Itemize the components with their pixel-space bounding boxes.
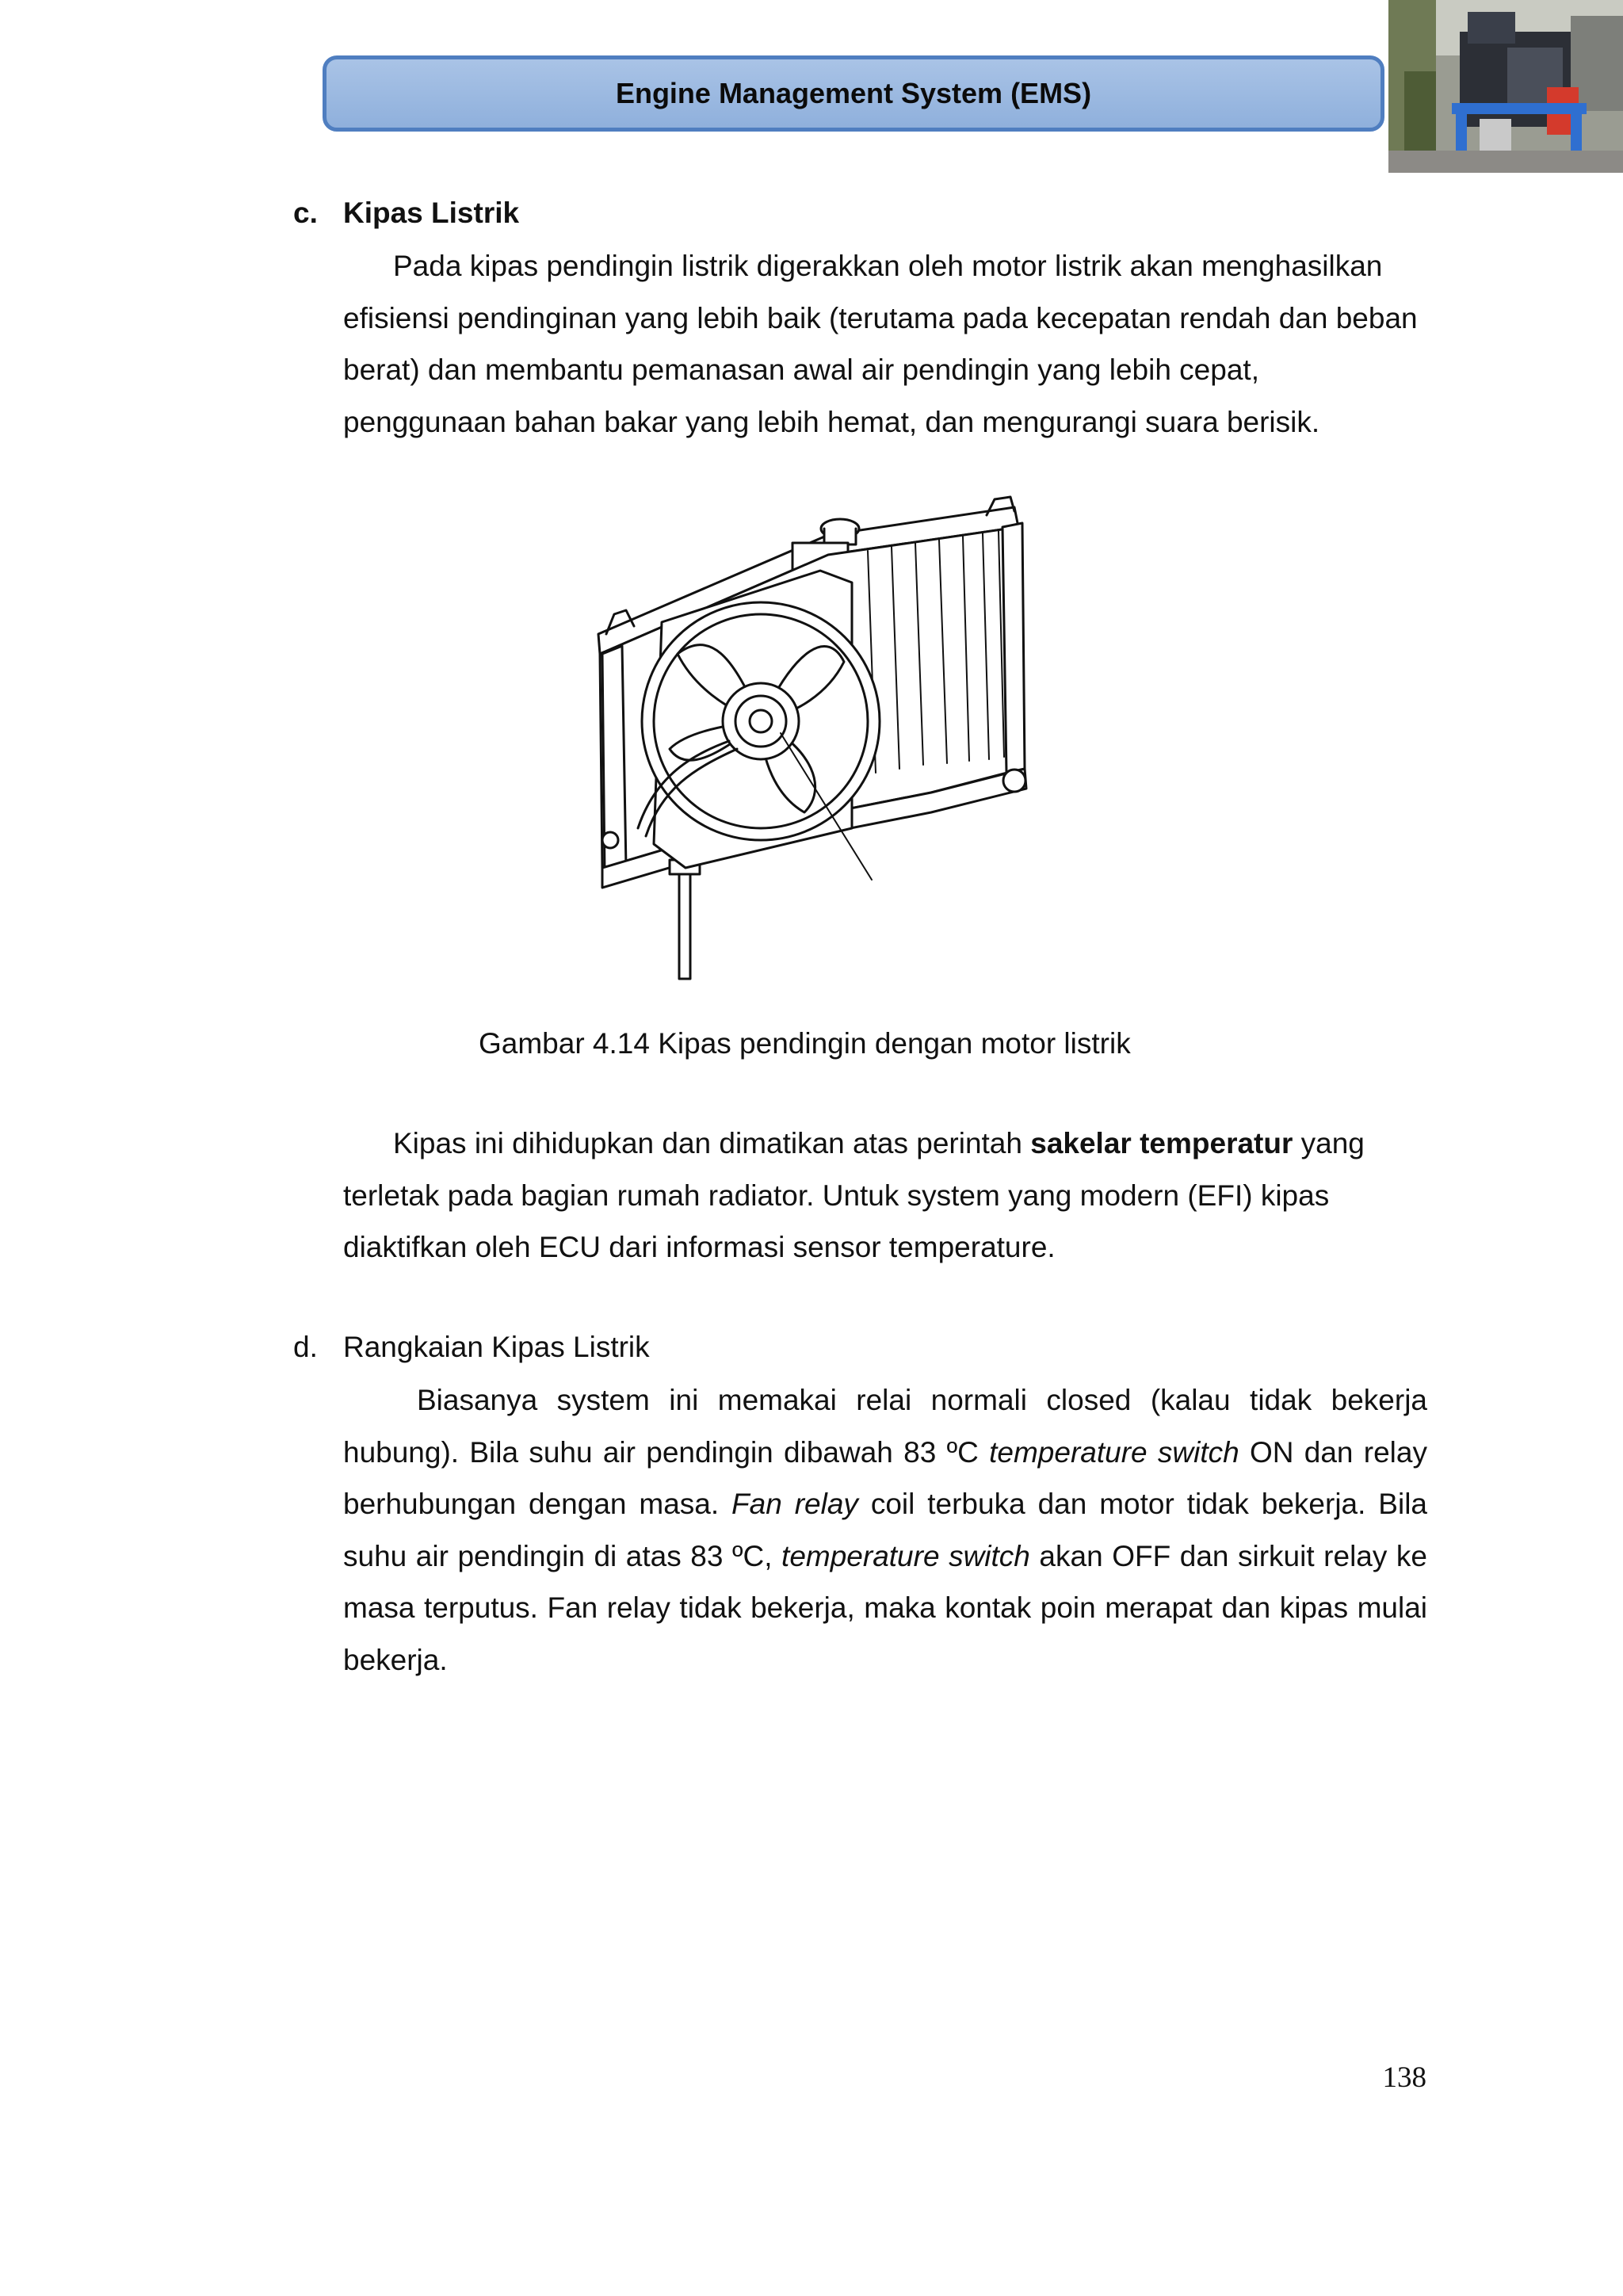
section-d-title: Rangkaian Kipas Listrik	[343, 1331, 650, 1363]
radiator-fan-figure	[590, 495, 1030, 983]
header-title: Engine Management System (EMS)	[615, 77, 1092, 109]
section-d-marker: d.	[293, 1331, 318, 1363]
section-d-heading	[293, 1328, 650, 1366]
paragraph-2-bold: sakelar temperatur	[1030, 1127, 1293, 1159]
section-c-paragraph	[343, 240, 1425, 448]
section-d-italic-2: Fan relay	[731, 1488, 858, 1520]
section-d-paragraph	[343, 1374, 1427, 1686]
section-d-text-2: ON dan relay berhubungan dengan masa.	[343, 1435, 1427, 1520]
header-band	[323, 55, 1384, 132]
section-d-text-3: coil terbuka dan motor tidak bekerja. Bila suhu air pendingin di atas 83 ºC,	[343, 1488, 1427, 1572]
page-number: 138	[1382, 2061, 1426, 2094]
section-d-italic-1: temperature switch	[989, 1435, 1239, 1469]
engine-stand-photo	[1388, 0, 1623, 173]
section-d-text-4: akan OFF dan sirkuit relay ke masa terputus. Fan relay tidak bekerja, maka kontak poin merapat dan kipas mulai bekerja.	[343, 1539, 1427, 1676]
paragraph-2-after: yang terletak pada bagian rumah radiator. Untuk system yang modern (EFI) kipas diaktifkan oleh ECU dari informasi sensor temperature.	[343, 1127, 1365, 1263]
section-c-marker: c.	[293, 197, 318, 229]
figure-caption: Gambar 4.14 Kipas pendingin dengan motor listrik	[479, 1027, 1131, 1060]
paragraph-2-before: Kipas ini dihidupkan dan dimatikan atas perintah	[393, 1127, 1031, 1159]
section-c-paragraph-text: Pada kipas pendingin listrik digerakkan oleh motor listrik akan menghasilkan efisiensi pendinginan yang lebih baik (terutama pada kecepatan rendah dan beban berat) dan membantu pemanasan awal air pendingin yang lebih cepat, penggunaan bahan bakar yang lebih hemat, dan mengurangi suara berisik.	[343, 250, 1418, 438]
section-d-text-1: Biasanya system ini memakai relai normali closed (kalau tidak bekerja hubung). Bila suhu air pendingin dibawah 83 ºC	[343, 1384, 1427, 1469]
section-c-title: Kipas Listrik	[343, 197, 520, 229]
section-c-heading	[293, 194, 519, 232]
engine-stand-photo-image	[1388, 0, 1623, 173]
paragraph-2	[343, 1117, 1425, 1274]
section-d-italic-3: temperature switch	[781, 1539, 1030, 1572]
